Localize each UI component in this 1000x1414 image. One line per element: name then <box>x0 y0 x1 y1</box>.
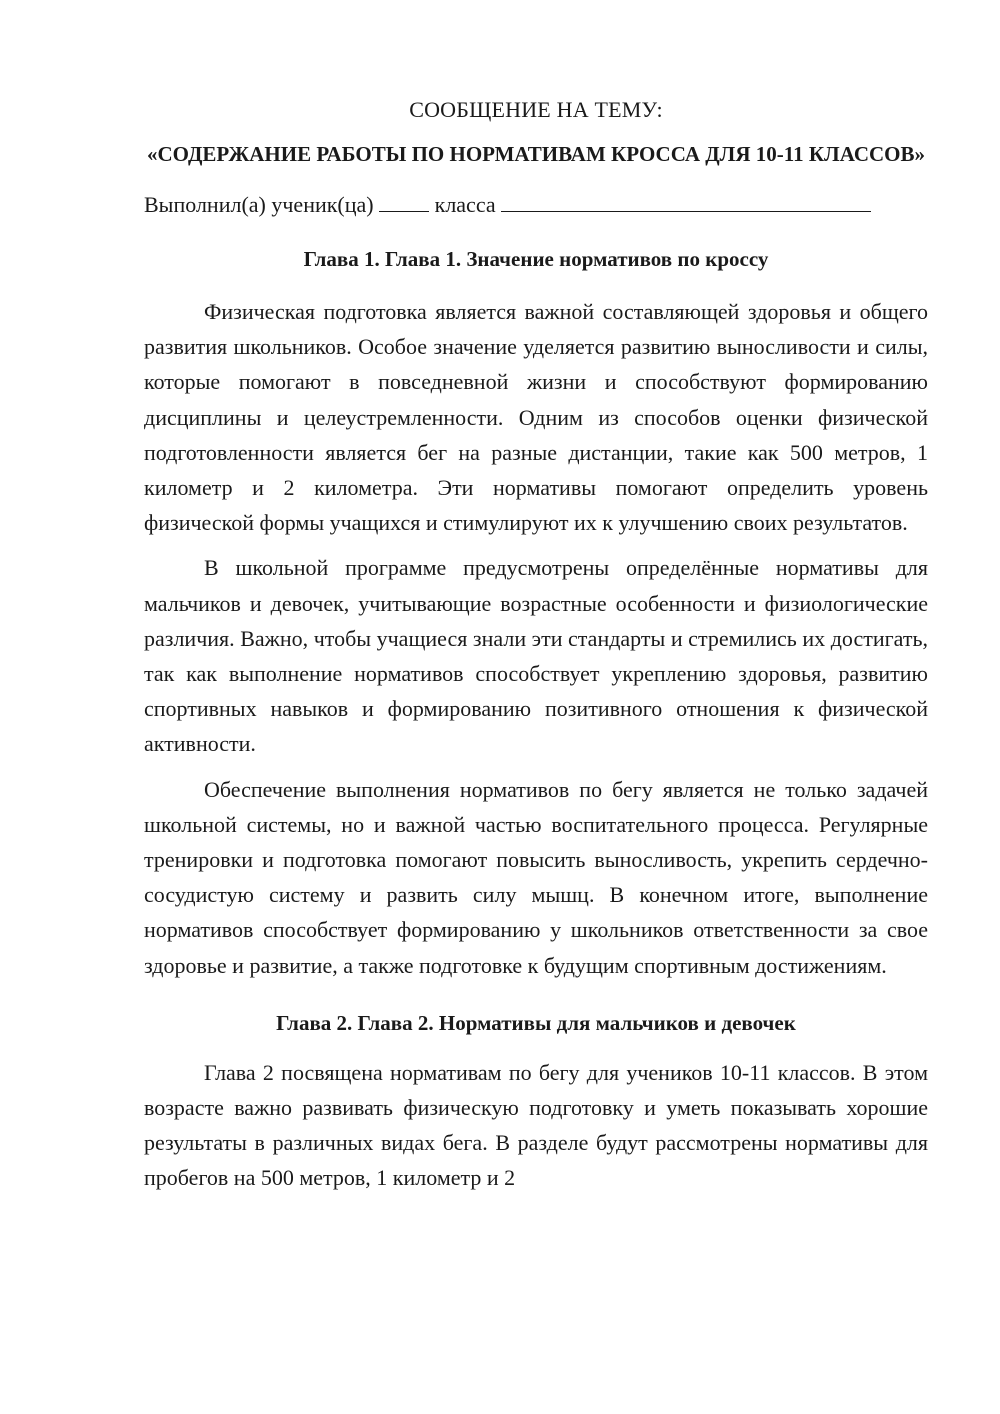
author-label: Выполнил(а) ученик(ца) <box>144 192 374 217</box>
chapter-2-paragraph-1: Глава 2 посвящена нормативам по бегу для учеников 10-11 классов. В этом возрасте важно развивать физическую подготовку и уметь показывать хорошие результаты в различных видах бега. В разделе будут рассмотрены нормативы для пробегов на 500 метров, 1 километр и 2 <box>144 1059 928 1191</box>
class-label: класса <box>434 192 496 217</box>
name-blank <box>501 189 871 212</box>
grade-blank <box>379 189 429 212</box>
chapter-2-heading: Глава 2. Глава 2. Нормативы для мальчиков и девочек <box>276 1010 796 1035</box>
author-line <box>144 188 928 222</box>
chapter-1-paragraph-2: В школьной программе предусмотрены определённые нормативы для мальчиков и девочек, учитывающие возрастные особенности и физиологические различия. Важно, чтобы учащиеся знали эти стандарты и стремились их достигать, так как выполнение нормативов способствует укреплению здоровья, развитию спортивных навыков и формированию позитивного отношения к физической активности. <box>144 555 928 757</box>
report-type-heading: СООБЩЕНИЕ НА ТЕМУ: <box>409 97 663 122</box>
chapter-1-paragraph-3: Обеспечение выполнения нормативов по бегу является не только задачей школьной системы, но и важной частью воспитательного процесса. Регулярные тренировки и подготовка помогают повысить выносливость, укрепить сердечно-сосудистую систему и развить силу мышц. В конечном итоге, выполнение нормативов способствует формированию у школьников ответственности за свое здоровье и развитие, а также подготовке к будущим спортивным достижениям. <box>144 776 928 978</box>
chapter-1-heading: Глава 1. Глава 1. Значение нормативов по кроссу <box>303 247 769 271</box>
report-title: «СОДЕРЖАНИЕ РАБОТЫ ПО НОРМАТИВАМ КРОССА ДЛЯ 10-11 КЛАССОВ» <box>146 142 925 166</box>
chapter-1-paragraph-1: Физическая подготовка является важной составляющей здоровья и общего развития школьников. Особое значение уделяется развитию выносливости и силы, которые помогают в повседневной жизни и способствуют формированию дисциплины и целеустремленности. Одним из способов оценки физической подготовленности является бег на разные дистанции, такие как 500 метров, 1 километр и 2 километра. Эти нормативы помогают определить уровень физической формы учащихся и стимулируют их к улучшению своих результатов. <box>144 299 928 536</box>
